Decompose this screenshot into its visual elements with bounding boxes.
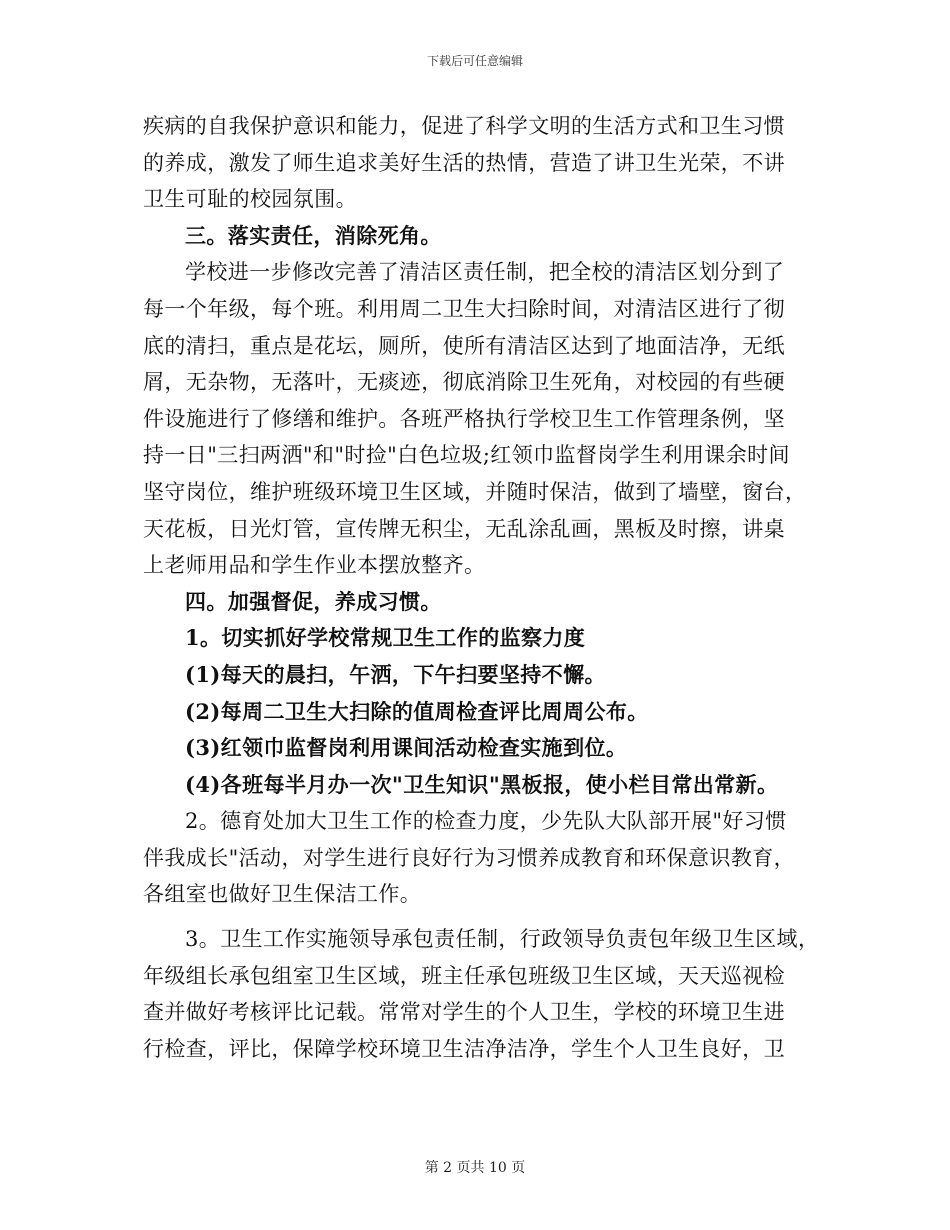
text-line: 卫生可耻的校园氛围。 bbox=[143, 187, 357, 212]
page-header-note: 下载后可任意编辑 bbox=[426, 54, 523, 68]
text-line: 屑，无杂物，无落叶，无痰迹，彻底消除卫生死角，对校园的有些硬 bbox=[143, 370, 785, 395]
text-line: 疾病的自我保护意识和能力，促进了科学文明的生活方式和卫生习惯 bbox=[143, 114, 785, 138]
text-line: 行检查，评比，保障学校环境卫生洁净洁净，学生个人卫生良好，卫 bbox=[143, 1036, 785, 1061]
text-line: 各组室也做好卫生保洁工作。 bbox=[143, 882, 422, 907]
paragraph-gap bbox=[143, 913, 823, 921]
heading-line: (3)红领巾监督岗利用课间活动检查实施到位。 bbox=[185, 735, 628, 761]
text-line: 2。德育处加大卫生工作的检查力度，少先队大队部开展"好习惯 bbox=[185, 809, 787, 834]
text-line: 每一个年级，每个班。利用周二卫生大扫除时间，对清洁区进行了彻 bbox=[143, 296, 785, 321]
text-line: 伴我成长"活动，对学生进行良好行为习惯养成教育和环保意识教育， bbox=[143, 845, 796, 870]
heading-line: 1。切实抓好学校常规卫生工作的监察力度 bbox=[185, 625, 586, 651]
text-line: 学校进一步修改完善了清洁区责任制，把全校的清洁区划分到了 bbox=[185, 260, 785, 285]
heading-line: (1)每天的晨扫，午洒，下午扫要坚持不懈。 bbox=[185, 661, 606, 687]
text-line: 坚守岗位，维护班级环境卫生区域，并随时保洁，做到了墙壁，窗台， bbox=[143, 479, 807, 504]
heading-line: 四。加强督促，养成习惯。 bbox=[185, 588, 442, 614]
text-line: 持一日"三扫两洒"和"时捡"白色垃圾;红领巾监督岗学生利用课余时间 bbox=[143, 443, 790, 468]
text-line: 查并做好考核评比记载。常常对学生的个人卫生，学校的环境卫生进 bbox=[143, 1000, 785, 1025]
text-line: 件设施进行了修缮和维护。各班严格执行学校卫生工作管理条例，坚 bbox=[143, 406, 785, 431]
text-line: 3。卫生工作实施领导承包责任制，行政领导负责包年级卫生区域， bbox=[185, 927, 820, 952]
text-line: 的养成，激发了师生追求美好生活的热情，营造了讲卫生光荣，不讲 bbox=[143, 150, 785, 175]
document-body bbox=[143, 108, 823, 1067]
text-line: 天花板，日光灯管，宣传牌无积尘，无乱涂乱画，黑板及时擦，讲桌 bbox=[143, 516, 785, 541]
text-line: 上老师用品和学生作业本摆放整齐。 bbox=[143, 553, 486, 578]
heading-line: (2)每周二卫生大扫除的值周检查评比周周公布。 bbox=[185, 698, 649, 724]
text-line: 底的清扫，重点是花坛，厕所，使所有清洁区达到了地面洁净，无纸 bbox=[143, 333, 785, 358]
page-number-footer: 第 2 页共 10 页 bbox=[424, 1160, 526, 1176]
heading-line: (4)各班每半月办一次"卫生知识"黑板报，使小栏目常出常新。 bbox=[185, 771, 779, 797]
heading-line: 三。落实责任，消除死角。 bbox=[185, 222, 442, 248]
text-line: 年级组长承包组室卫生区域，班主任承包班级卫生区域，天天巡视检 bbox=[143, 963, 785, 988]
